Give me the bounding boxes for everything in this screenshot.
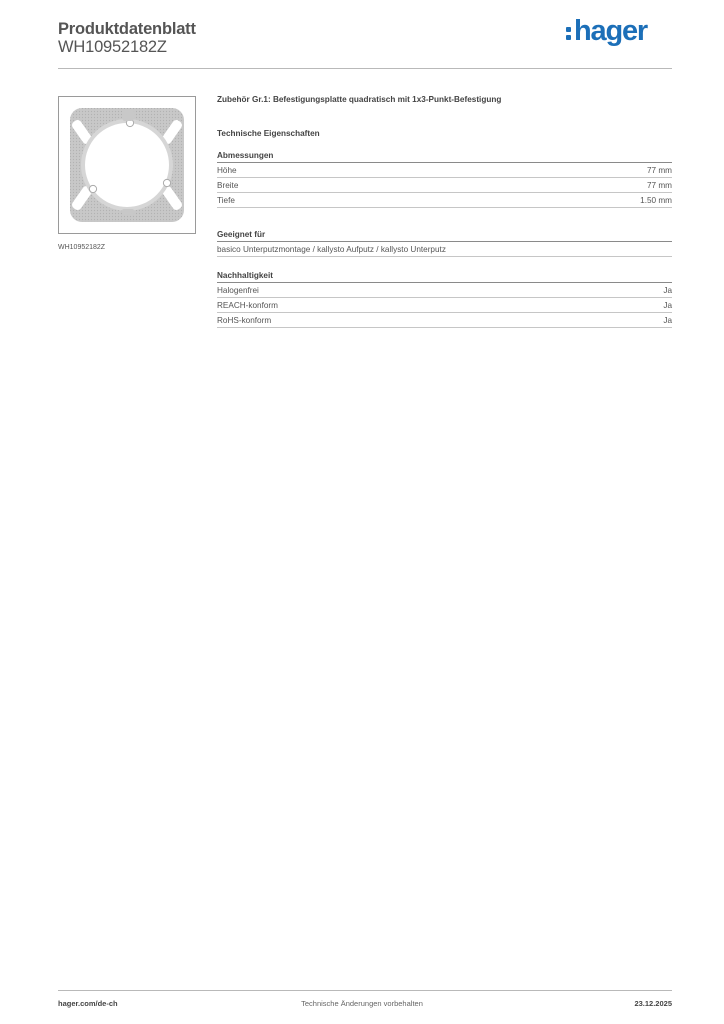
image-caption: WH10952182Z [58, 244, 106, 251]
spec-label: Höhe [217, 165, 237, 175]
spec-label: Breite [217, 180, 239, 190]
technical-properties-heading: Technische Eigenschaften [217, 129, 320, 138]
logo-dots-icon [566, 27, 571, 40]
suitable-section [217, 230, 672, 257]
footer-note: Technische Änderungen vorbehalten [301, 999, 423, 1008]
spec-row [217, 178, 672, 193]
page-title: Produktdatenblatt [58, 20, 196, 38]
footer-date: 23.12.2025 [634, 999, 672, 1008]
spec-row [217, 163, 672, 178]
hager-logo [566, 12, 658, 50]
spec-label: RoHS-konform [217, 315, 272, 325]
spec-label: REACH-konform [217, 300, 278, 310]
spec-value: 77 mm [646, 165, 672, 175]
spec-value: Ja [663, 300, 672, 310]
spec-value: Ja [663, 315, 672, 325]
header-divider [58, 68, 672, 69]
sustainability-heading: Nachhaltigkeit [217, 271, 672, 283]
mounting-plate-illustration [63, 101, 191, 229]
footer-website-link[interactable]: hager.com/de-ch [58, 999, 118, 1008]
product-image [58, 96, 196, 234]
spec-value: 77 mm [646, 180, 672, 190]
logo-text: hager [574, 14, 647, 47]
footer-divider [58, 990, 672, 991]
spec-row [217, 298, 672, 313]
product-code: WH10952182Z [58, 38, 167, 56]
spec-content [217, 95, 672, 350]
dimensions-section [217, 151, 672, 208]
spec-row [217, 283, 672, 298]
suitable-text: basico Unterputzmontage / kallysto Aufputz / kallysto Unterputz [217, 244, 446, 254]
dimensions-heading: Abmessungen [217, 151, 672, 163]
spec-row [217, 313, 672, 328]
spec-value: 1.50 mm [640, 195, 672, 205]
spec-row [217, 242, 672, 257]
spec-value: Ja [663, 285, 672, 295]
spec-label: Tiefe [217, 195, 235, 205]
suitable-heading: Geeignet für [217, 230, 672, 242]
product-description: Zubehör Gr.1: Befestigungsplatte quadratisch mit 1x3-Punkt-Befestigung [217, 95, 502, 104]
sustainability-section [217, 271, 672, 328]
spec-row [217, 193, 672, 208]
spec-label: Halogenfrei [217, 285, 259, 295]
